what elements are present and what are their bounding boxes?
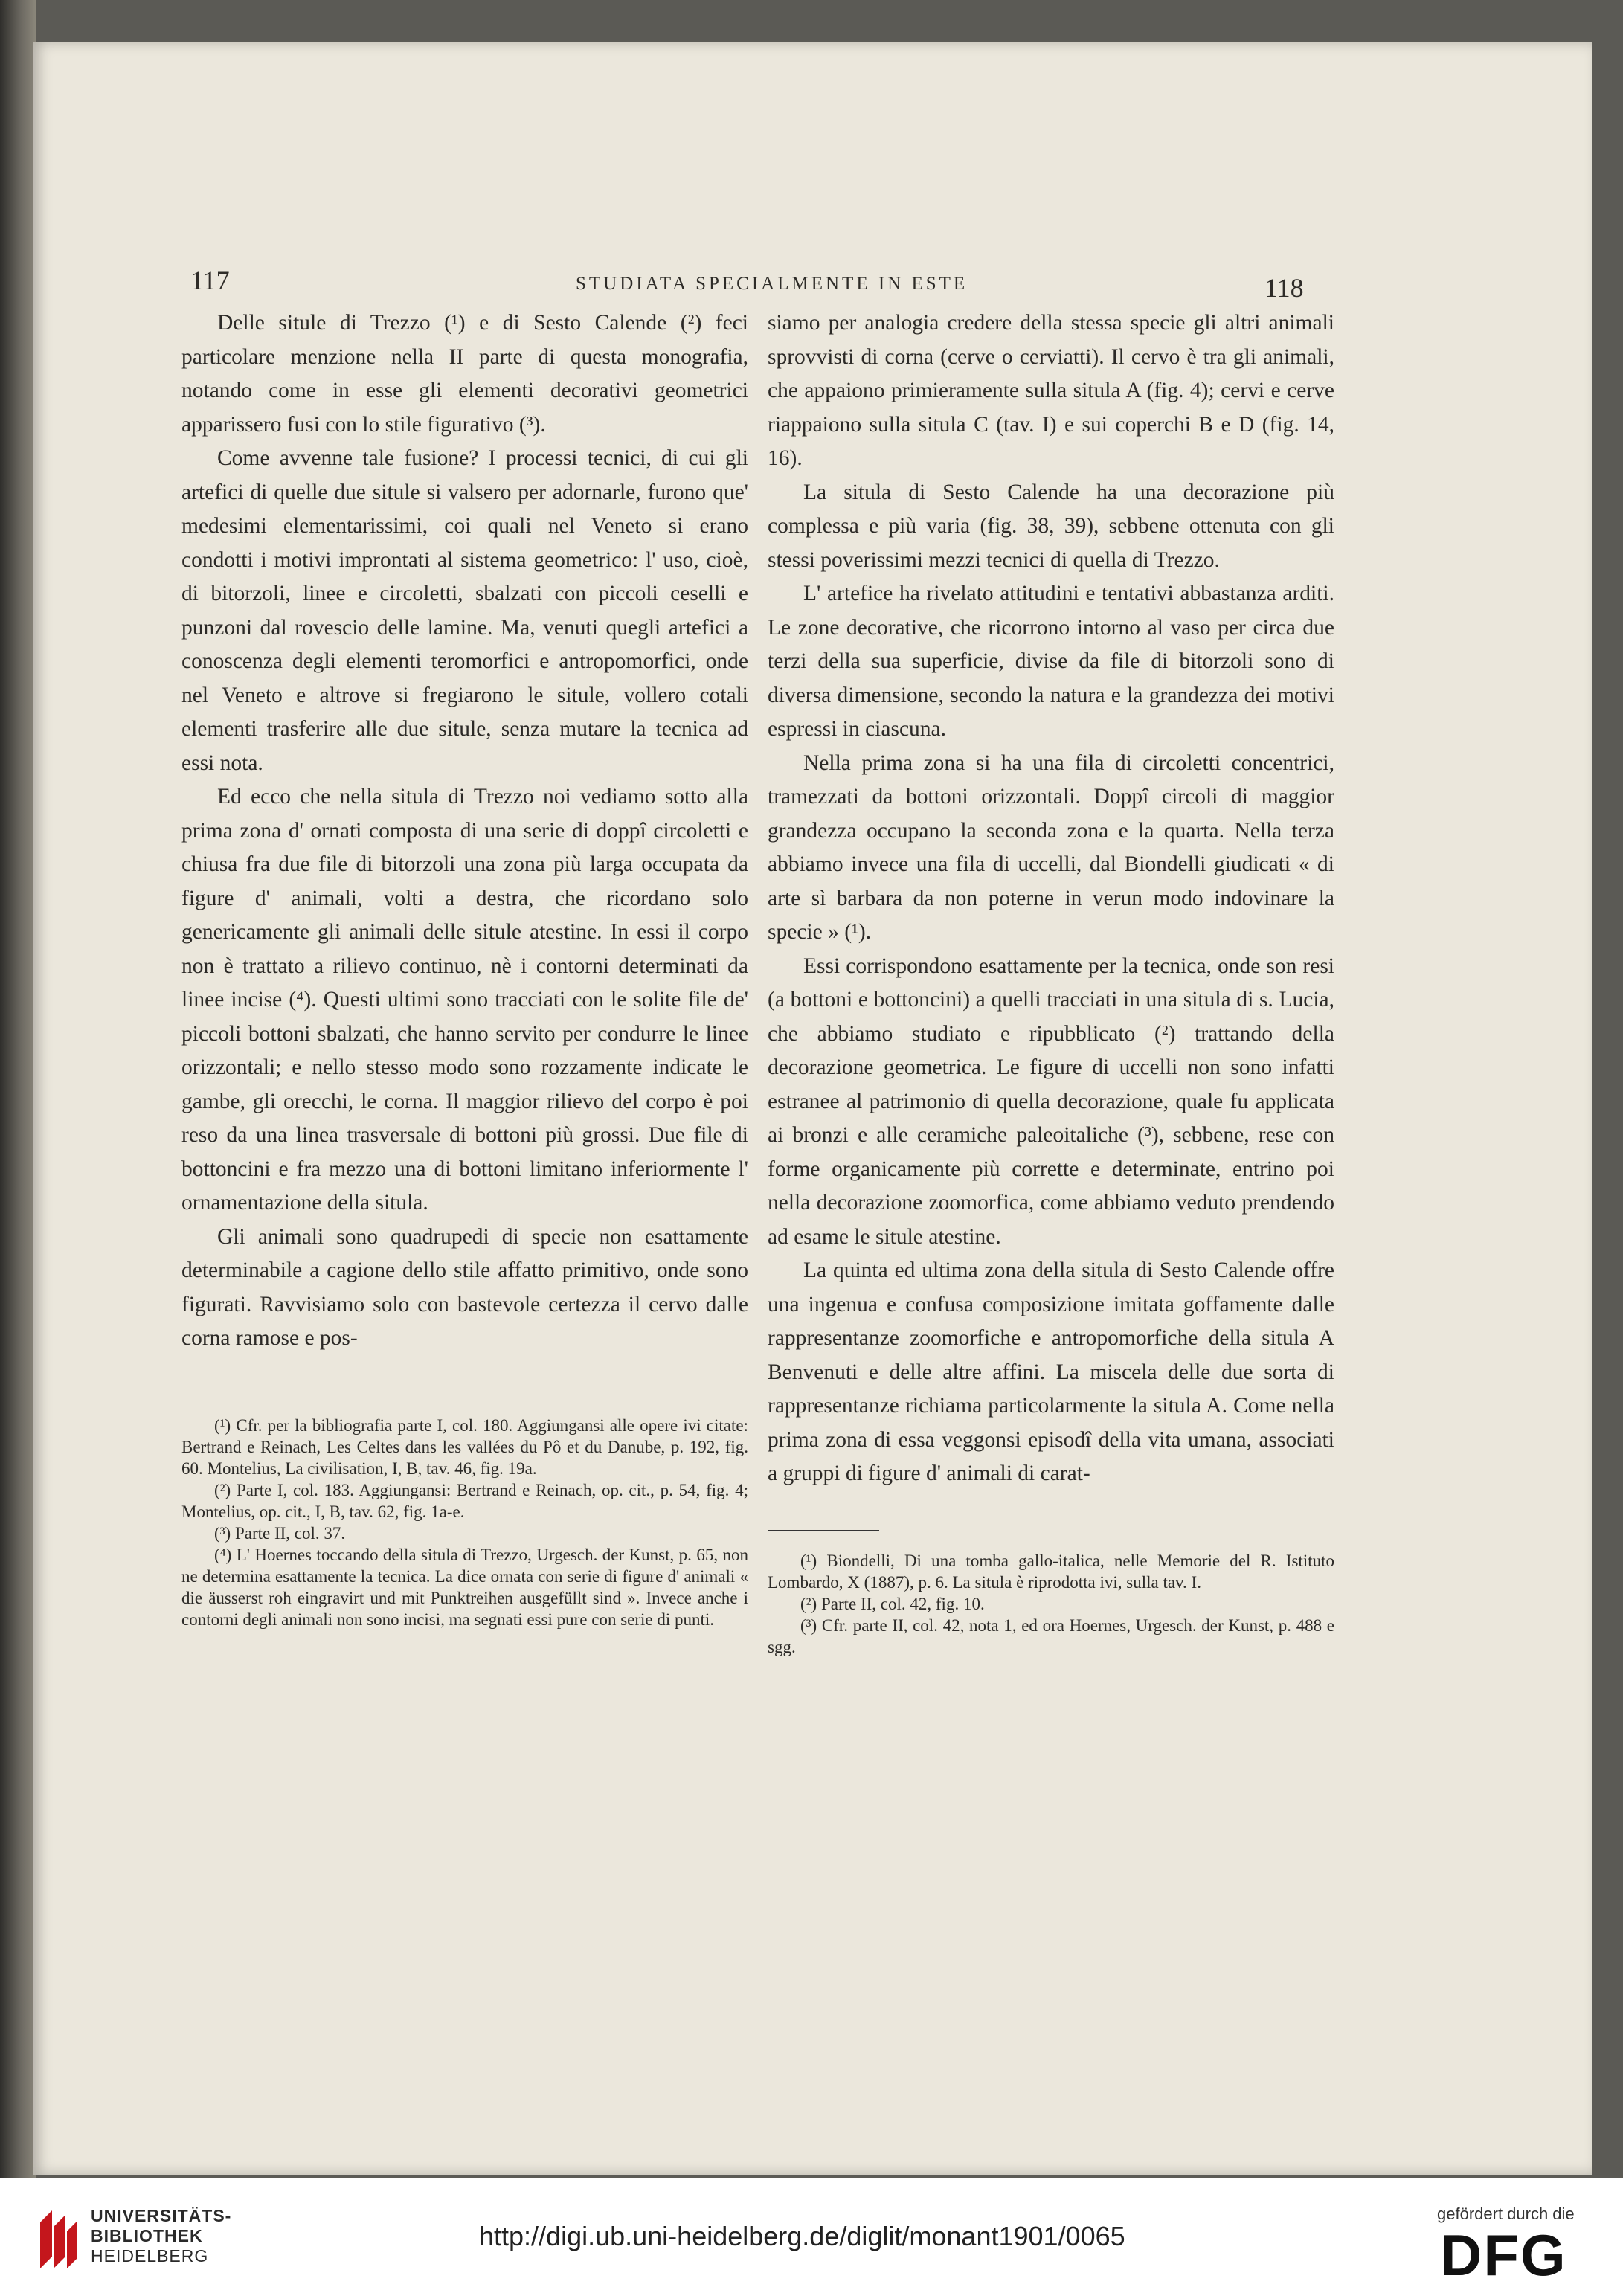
footnote: (²) Parte II, col. 42, fig. 10. — [800, 1594, 985, 1613]
paragraph: Gli animali sono quadrupedi di specie non esattamente determinabile a cagione dello stile affatto primitivo, onde sono figurati. Ravvisiamo solo con bastevole certezza il cervo dalle corna ramose e pos- — [181, 1224, 748, 1350]
footnote: (¹) Cfr. per la bibliografia parte I, col. 180. Aggiungansi alle opere ivi citate: Bertrand e Reinach, Les Celtes dans les vallées du Pô et du Danube, p. 192, fig. 60. Montelius, La civilisation, I, B, tav. 46, fig. 19a. — [181, 1415, 748, 1478]
page-header — [33, 265, 1592, 302]
funding-note: gefördert durch die — [1437, 2205, 1575, 2223]
footnote: (³) Parte II, col. 37. — [214, 1523, 346, 1543]
right-body — [768, 306, 1334, 1491]
left-footnotes — [181, 1415, 748, 1630]
page-number-left: 117 — [190, 266, 230, 295]
right-footnotes — [768, 1550, 1334, 1658]
page-number-right: 118 — [1264, 273, 1304, 303]
paragraph: La situla di Sesto Calende ha una decorazione più complessa e più varia (fig. 38, 39), sebbene ottenuta con gli stessi poverissimi mezzi tecnici di quella di Trezzo. — [768, 480, 1334, 572]
paragraph: Ed ecco che nella situla di Trezzo noi vediamo sotto alla prima zona d' ornati composta di una serie di doppî circoletti e chiusa fra due file di bitorzoli una zona più larga occupata da figure d' animali, volti a destra, che ricordano solo genericamente gli animali delle situle atestine. In essi il corpo non è trattato a rilievo continuo, nè i contorni determinati da linee incise (⁴). Questi ultimi sono tracciati con le solite file de' piccoli bottoni sbalzati, che hanno servito per condurre le linee orizzontali; e nello stesso modo sono rozzamente indicate le gambe, gli orecchi, le corna. Il maggior rilievo del corpo è poi reso da una linea trasversale di bottoni più grossi. Due file di bottoncini e fra mezzo una di bottoni limitano inferiormente l' ornamentazione della situla. — [181, 785, 748, 1215]
paragraph: Nella prima zona si ha una fila di circoletti concentrici, tramezzati da bottoni orizzontali. Doppî circoli di maggior grandezza occupano la seconda zona e la quarta. Nella terza abbiamo invece una fila di uccelli, dal Biondelli giudicati « di arte sì barbara da non poterne in verun modo indovinare la specie » (¹). — [768, 750, 1334, 944]
right-column — [768, 306, 1334, 1658]
footnote: (³) Cfr. parte II, col. 42, nota 1, ed ora Hoernes, Urgesch. der Kunst, p. 488 e sgg. — [768, 1615, 1334, 1656]
footnote: (⁴) L' Hoernes toccando della situla di Trezzo, Urgesch. der Kunst, p. 65, non ne determina esattamente la tecnica. La dice ornata con serie di figure d' animali « die äusserst roh eingravirt und mit Punktreihen ausgefüllt sind ». Invece anche i contorni degli animali non sono incisi, ma segnati essi pure con serie di punti. — [181, 1545, 748, 1629]
paragraph: Delle situle di Trezzo (¹) e di Sesto Calende (²) feci particolare menzione nella II parte di questa monografia, notando come in esse gli elementi decorativi geometrici apparissero fusi con lo stile figurativo (³). — [181, 311, 748, 437]
running-title: STUDIATA SPECIALMENTE IN ESTE — [576, 274, 968, 294]
footnote: (¹) Biondelli, Di una tomba gallo-italica, nelle Memorie del R. Istituto Lombardo, X (1887), p. 6. La situla è riprodotta ivi, sulla tav. I. — [768, 1551, 1334, 1592]
permalink-url[interactable]: http://digi.ub.uni-heidelberg.de/diglit/monant1901/0065 — [479, 2221, 1125, 2251]
footnote: (²) Parte I, col. 183. Aggiungansi: Bertrand e Reinach, op. cit., p. 54, fig. 4; Montelius, op. cit., I, B, tav. 62, fig. 1a-e. — [181, 1480, 748, 1521]
left-body — [181, 306, 748, 1356]
scan-edge — [0, 0, 36, 2179]
library-logo-icon[interactable] — [34, 2200, 82, 2274]
paragraph: L' artefice ha rivelato attitudini e tentativi abbastanza arditi. Le zone decorative, che ricorrono intorno al vaso per circa due terzi della sua superficie, divise da file di bitorzoli sono di diversa dimensione, secondo la natura e la grandezza dei motivi espressi in ciascuna. — [768, 582, 1334, 741]
paragraph: La quinta ed ultima zona della situla di Sesto Calende offre una ingenua e confusa composizione imitata goffamente dalle rappresentanze zoomorfiche e antropomorfiche della situla A Benvenuti e delle altre affini. La miscela delle due sorta di rappresentanze richiama particolarmente la situla A. Come nella prima zona di essa veggonsi episodî della vita umana, associati a gruppi di figure d' animali di carat- — [768, 1258, 1334, 1485]
paragraph: Essi corrispondono esattamente per la tecnica, onde son resi (a bottoni e bottoncini) a quelli tracciati in una situla di s. Lucia, che abbiamo studiato e ripubblicato (²) trattando della decorazione geometrica. Le figure di uccelli non sono infatti estranee al patrimonio di quella decorazione, quale fu applicata ai bronzi e alle ceramiche paleoitaliche (³), sebbene, rese con forme organicamente più corrette e determinate, entrino poi nella decorazione zoomorfica, come abbiamo veduto prendendo ad esame le situle atestine. — [768, 954, 1334, 1249]
paragraph: siamo per analogia credere della stessa specie gli altri animali sprovvisti di corna (cerve o cerviatti). Il cervo è tra gli animali, che appaiono primieramente sulla situla A (fig. 4); cervi e cerve riappaiono sulla situla C (tav. I) e sui coperchi B e D (fig. 14, 16). — [768, 311, 1334, 470]
book-page — [33, 42, 1592, 2175]
viewer-footer — [0, 2178, 1623, 2296]
footnote-rule — [768, 1530, 879, 1531]
dfg-logo[interactable]: DFG — [1440, 2222, 1567, 2288]
paragraph: Come avvenne tale fusione? I processi tecnici, di cui gli artefici di quelle due situle si valsero per adornarle, furono que' medesimi elementarissimi, coi quali nel Veneto si erano condotti i motivi improntati al sistema geometrico: l' uso, cioè, di bitorzoli, linee e circoletti, sbalzati con piccoli ceselli e punzoni dal rovescio delle lamine. Ma, venuti quegli artefici a conoscenza degli elementi teromorfici e antropomorfici, onde nel Veneto e altrove si fregiarono le situle, vollero cotali elementi trasferire alle due situle, senza mutare la tecnica ad essi nota. — [181, 446, 748, 775]
library-name[interactable]: UNIVERSITÄTS- BIBLIOTHEK HEIDELBERG — [91, 2206, 232, 2266]
left-column — [181, 306, 748, 1630]
